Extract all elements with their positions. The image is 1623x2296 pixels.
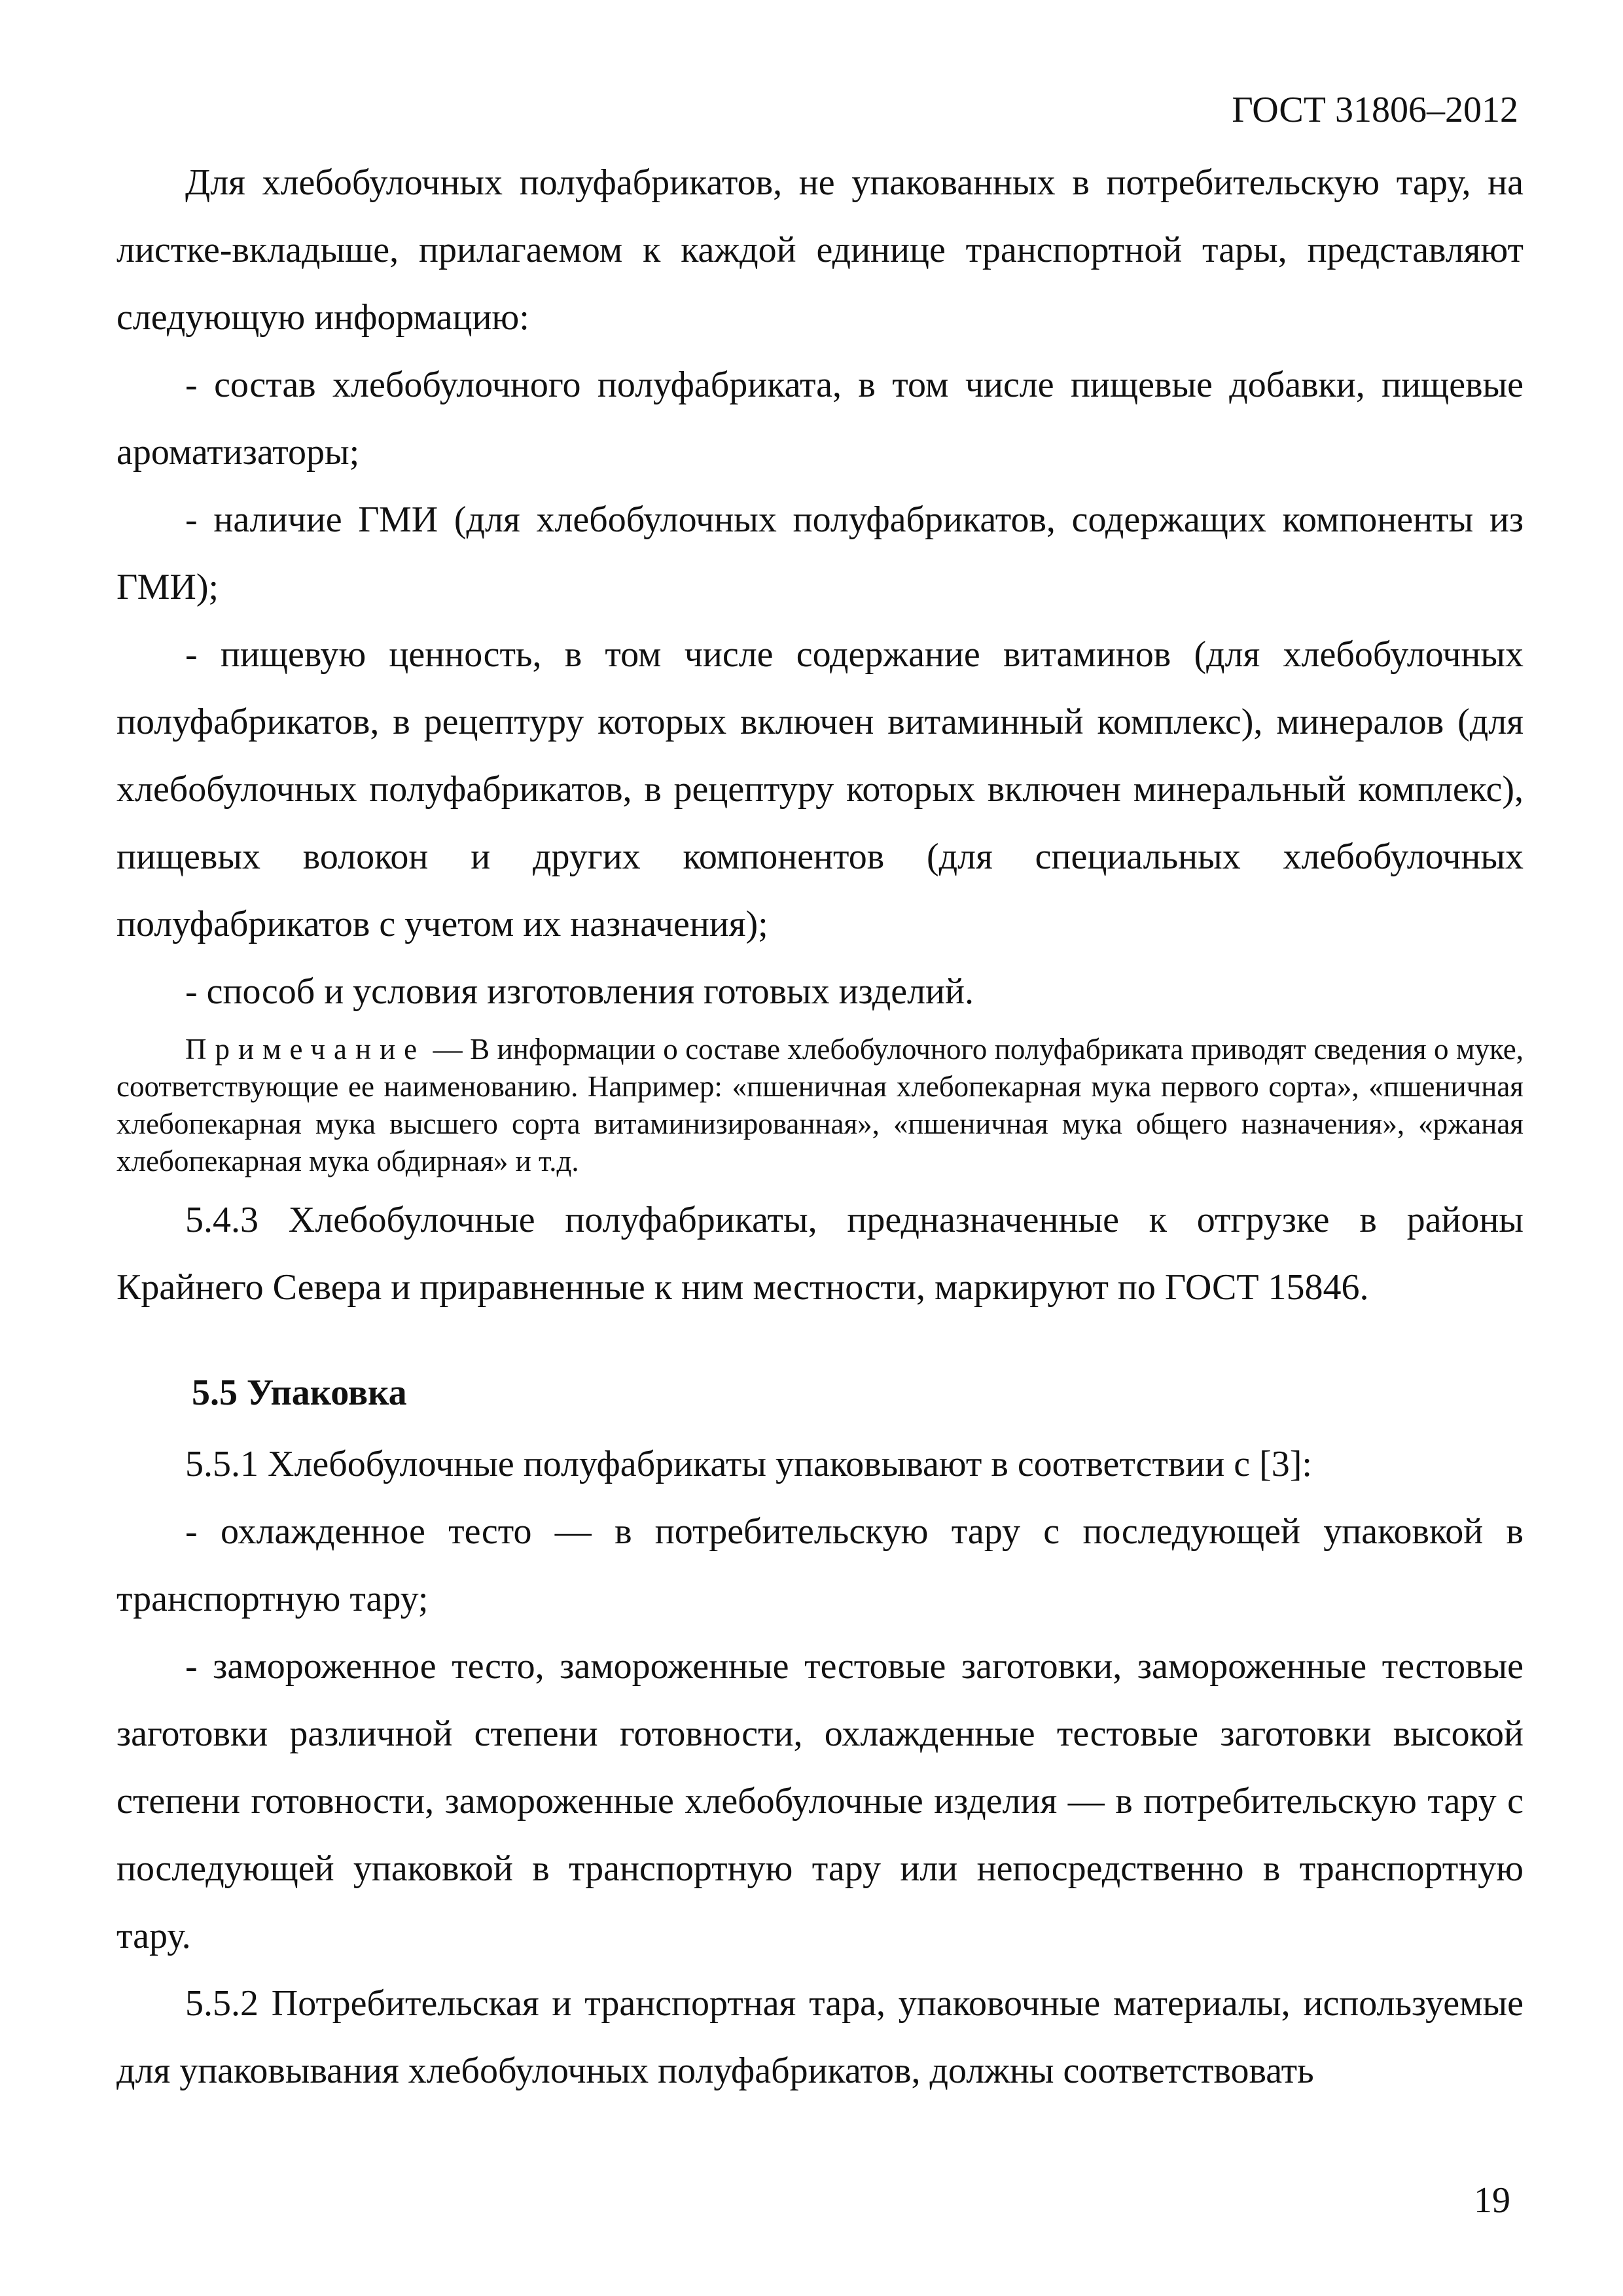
list-item-method: - способ и условия изготовления готовых изделий. (185, 971, 974, 1012)
paragraph-5-4-3: 5.4.3 Хлебобулочные полуфабрикаты, предназначенные к отгрузке в районы Крайнего Севера и приравненные к ним местности, маркируют по ГОСТ 15846. (116, 1200, 1524, 1308)
note-block (116, 1031, 1524, 1180)
paragraph-5-5-1: 5.5.1 Хлебобулочные полуфабрикаты упаковывают в соответствии с [3]: (185, 1444, 1312, 1484)
page-number: 19 (1474, 2180, 1510, 2221)
standard-header: ГОСТ 31806–2012 (1232, 90, 1518, 130)
section-heading-packaging: 5.5 Упаковка (192, 1372, 407, 1413)
list-item-gmi: - наличие ГМИ (для хлебобулочных полуфабрикатов, содержащих компоненты из ГМИ); (116, 499, 1524, 607)
note-text: — В информации о составе хлебобулочного полуфабриката приводят сведения о муке, соответствующие ее наименованию. Например: «пшеничная хлебопекарная мука первого сорта», «пшеничная хлебопекарная мука высшего сорта витаминизированная», «пшеничная мука общего назначения», «ржаная хлебопекарная мука обдирная» и т.д. (116, 1033, 1524, 1177)
list-item-nutrition: - пищевую ценность, в том числе содержание витаминов (для хлебобулочных полуфабрикатов, в рецептуру которых включен витаминный комплекс), минералов (для хлебобулочных полуфабрикатов, в рецептуру которых включен минеральный комплекс), пищевых волокон и других компонентов (для специальных хлебобулочных полуфабрикатов с учетом их назначения); (116, 634, 1524, 944)
list-item-composition: - состав хлебобулочного полуфабриката, в том числе пищевые добавки, пищевые ароматизаторы; (116, 365, 1524, 473)
list-item-frozen-dough: - замороженное тесто, замороженные тестовые заготовки, замороженные тестовые заготовки различной степени готовности, охлажденные тестовые заготовки высокой степени готовности, замороженные хлебобулочные изделия — в потребительскую тару с последующей упаковкой в транспортную тару или непосредственно в транспортную тару. (116, 1646, 1524, 1956)
document-body (116, 149, 1524, 2105)
list-item-chilled-dough: - охлажденное тесто — в потребительскую тару с последующей упаковкой в транспортную тару; (116, 1511, 1524, 1619)
paragraph-info-intro: Для хлебобулочных полуфабрикатов, не упакованных в потребительскую тару, на листке-вкладыше, прилагаемом к каждой единице транспортной тары, представляют следующую информацию: (116, 162, 1524, 338)
note-label: Примечание (185, 1033, 426, 1066)
paragraph-5-5-2: 5.5.2 Потребительская и транспортная тара, упаковочные материалы, используемые для упаковывания хлебобулочных полуфабрикатов, должны соответствовать (116, 1983, 1524, 2091)
